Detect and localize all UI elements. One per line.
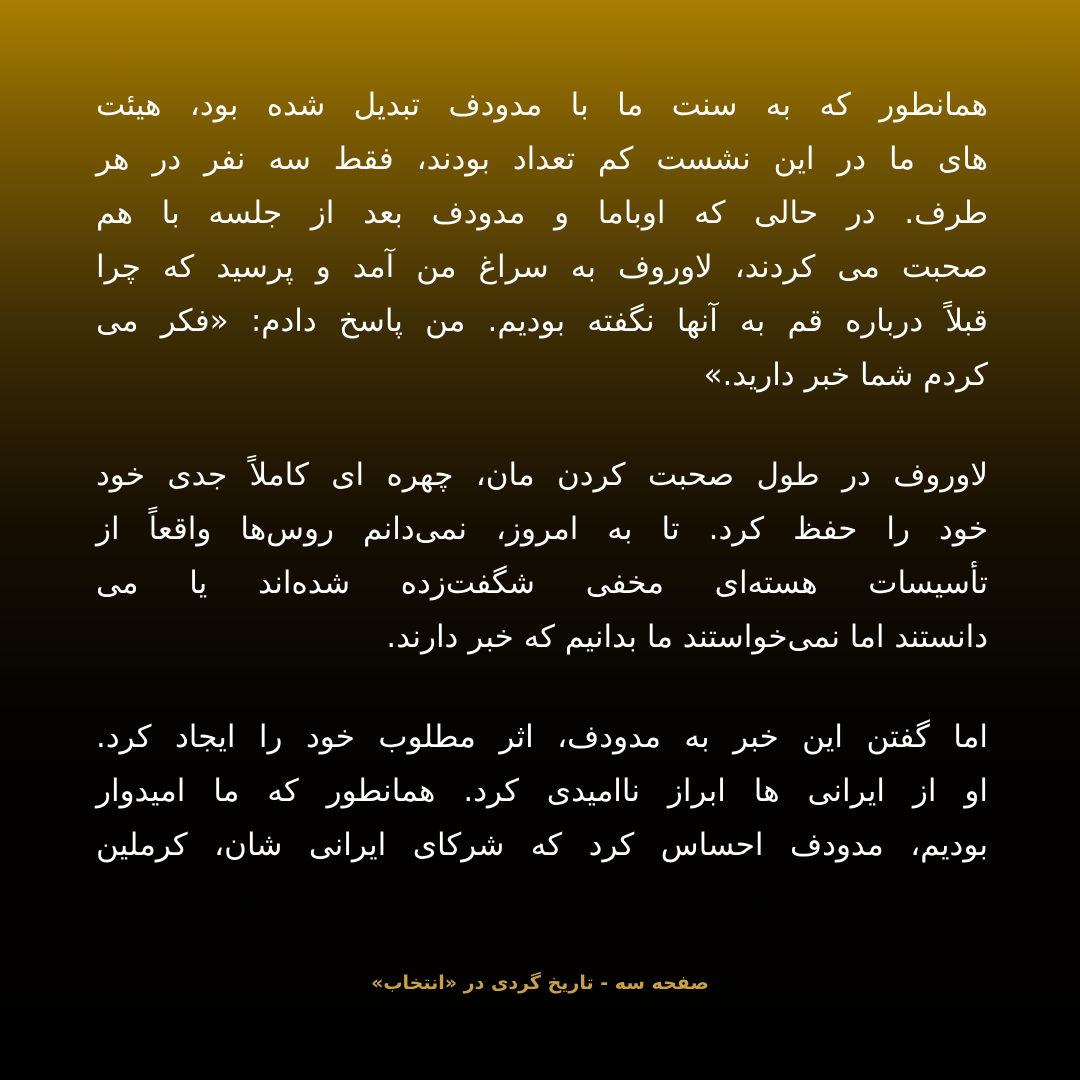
text-line: خود را حفظ کرد. تا به امروز، نمی‌دانم روس‌ها واقعاً از [96,511,988,547]
text-line: کردم شما خبر دارید.» [703,357,988,393]
paragraph-3 [96,710,988,872]
text-line: طرف. در حالی که اوباما و مدودف بعد از جلسه با هم [96,195,988,231]
text-line: اما گفتن این خبر به مدودف، اثر مطلوب خود را ایجاد کرد. [96,719,988,755]
text-line: همانطور که به سنت ما با مدودف تبدیل شده بود، هیئت [96,87,988,123]
text-line: دانستند اما نمی‌خواستند ما بدانیم که خبر دارند. [386,619,988,655]
text-line: های ما در این نشست کم تعداد بودند، فقط سه نفر در هر [96,141,988,177]
text-line: او از ایرانی ها ابراز ناامیدی کرد. همانطور که ما امیدوار [96,773,988,809]
text-line: صحبت می کردند، لاوروف به سراغ من آمد و پرسید که چرا [96,249,988,285]
text-line: قبلاً درباره قم به آنها نگفته بودیم. من پاسخ دادم: «فکر می [96,303,988,339]
paragraph-1 [96,78,988,402]
paragraph-2 [96,448,988,664]
text-line: لاوروف در طول صحبت کردن مان، چهره ای کاملاً جدی خود [96,457,988,493]
article-body [96,78,988,918]
page-footer: صفحه سه - تاریخ گردی در «انتخاب» [371,972,709,994]
text-line: بودیم، مدودف احساس کرد که شرکای ایرانی شان، کرملین [96,827,988,863]
text-line: تأسیسات هسته‌ای مخفی شگفت‌زده شده‌اند یا می [96,565,988,601]
